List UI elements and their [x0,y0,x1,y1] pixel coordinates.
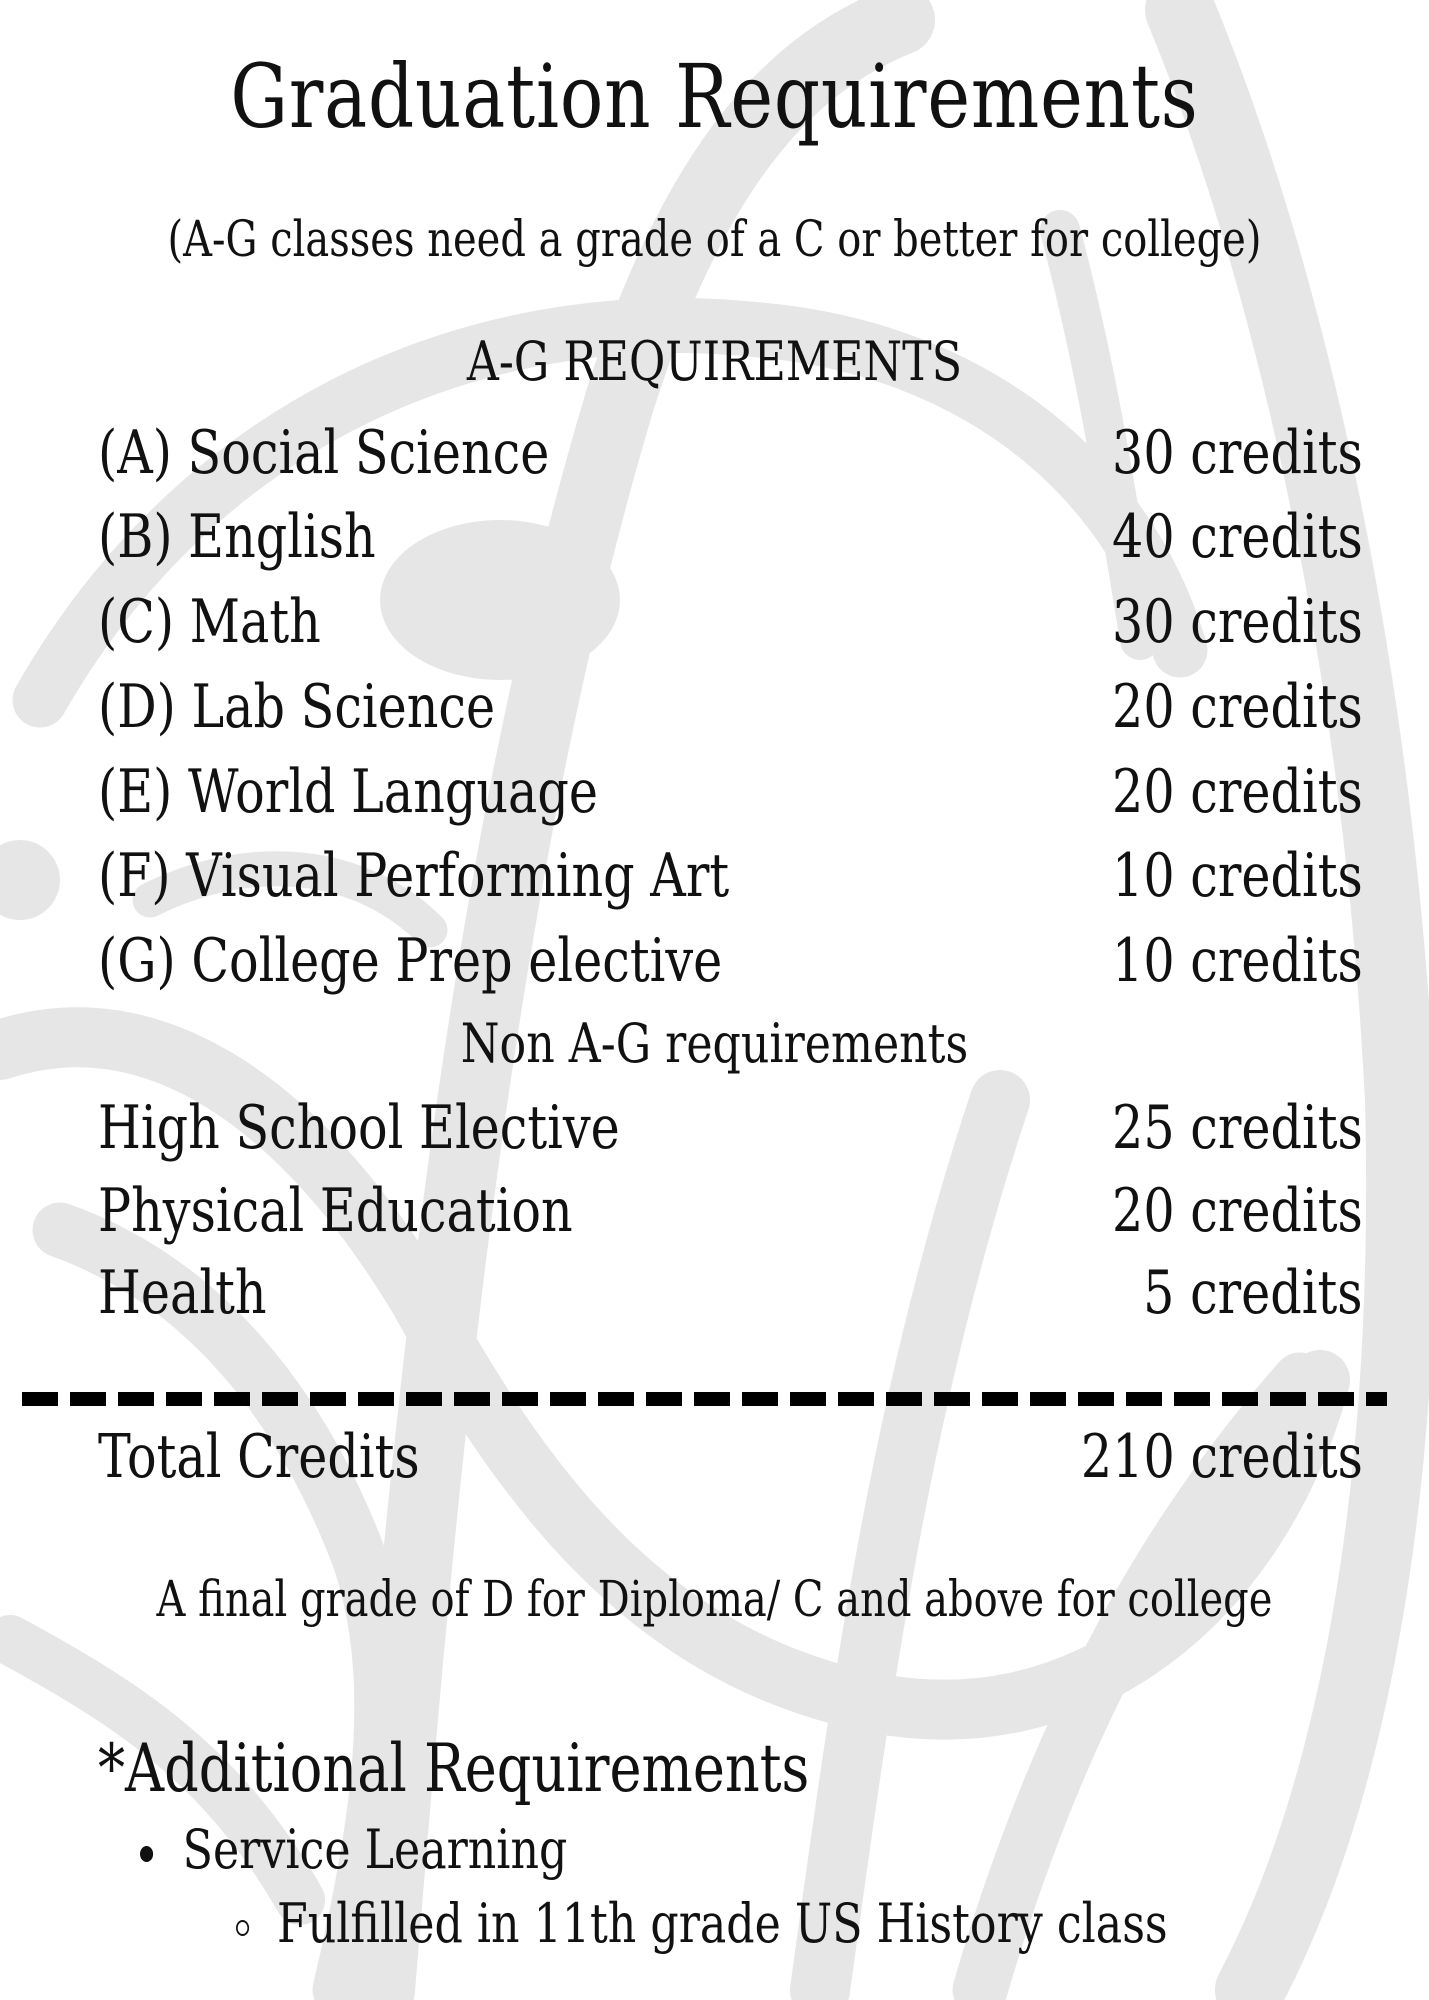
requirement-row [98,1093,1363,1163]
total-label: Total Credits [98,1422,420,1492]
sub-list-item-label: Fulfilled in 11th grade US History class [277,1892,1168,1955]
total-credits: 210 credits [1081,1422,1363,1492]
requirement-row [98,926,1363,996]
requirement-row [98,672,1363,742]
requirement-credits: 25 credits [1112,1093,1363,1163]
requirement-credits: 20 credits [1112,757,1363,827]
requirement-credits: 10 credits [1112,926,1363,996]
page-title: Graduation Requirements [230,45,1199,148]
requirement-credits: 20 credits [1112,672,1363,742]
requirement-row [98,1258,1363,1328]
requirement-row [98,1176,1363,1246]
sub-list-item [236,1892,1168,1955]
list-item-label: Service Learning [182,1818,568,1881]
requirement-row [98,757,1363,827]
bullet-icon [140,1846,153,1862]
grade-note: A final grade of D for Diploma/ C and above for college [156,1570,1273,1628]
non-ag-section-heading: Non A-G requirements [460,1012,969,1075]
requirement-label: (G) College Prep elective [98,926,723,996]
requirement-label: (E) World Language [98,757,599,827]
total-row [98,1422,1363,1492]
requirement-row [98,841,1363,911]
requirement-label: High School Elective [98,1093,620,1163]
list-item [140,1818,567,1881]
requirement-credits: 10 credits [1112,841,1363,911]
requirement-row [98,418,1363,488]
requirement-label: (B) English [98,502,376,572]
requirement-row [98,502,1363,572]
requirement-credits: 40 credits [1112,502,1363,572]
requirement-credits: 5 credits [1143,1258,1363,1328]
subtitle: (A-G classes need a grade of a C or better for college) [167,210,1262,268]
requirement-row [98,587,1363,657]
requirement-credits: 20 credits [1112,1176,1363,1246]
requirement-label: (D) Lab Science [98,672,496,742]
requirement-label: (A) Social Science [98,418,550,488]
requirement-credits: 30 credits [1112,587,1363,657]
requirement-label: (C) Math [98,587,321,657]
requirement-credits: 30 credits [1112,418,1363,488]
requirement-label: Physical Education [98,1176,573,1246]
requirement-label: Health [98,1258,267,1328]
hollow-bullet-icon [236,1920,249,1936]
ag-section-heading: A-G REQUIREMENTS [466,330,963,393]
requirement-label: (F) Visual Performing Art [98,841,730,911]
dashed-divider [22,1392,1387,1406]
additional-requirements-heading: *Additional Requirements [98,1730,810,1807]
